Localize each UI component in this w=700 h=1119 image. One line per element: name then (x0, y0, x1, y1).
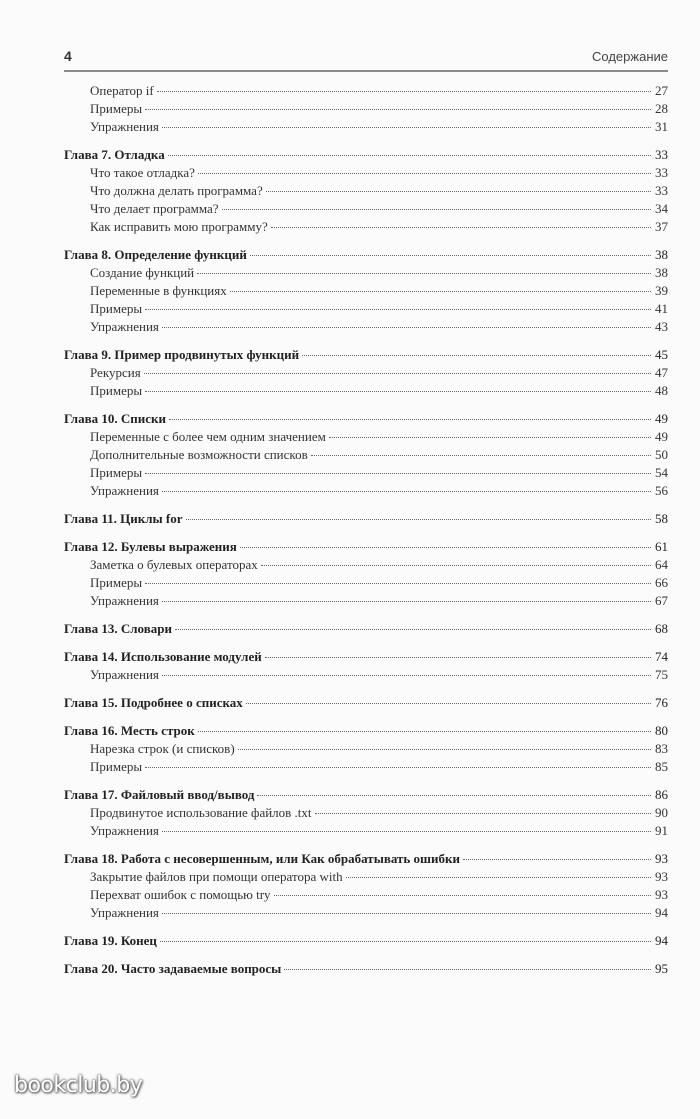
dot-leader (257, 795, 651, 796)
dot-leader (175, 629, 651, 630)
toc-entry-title: Оператор if (90, 83, 154, 98)
toc-section-entry (64, 868, 668, 886)
toc-section-entry (64, 428, 668, 446)
toc-entry-page: 39 (655, 283, 668, 298)
page-number: 4 (64, 48, 72, 64)
toc-entry-title: Как исправить мою программу? (90, 219, 268, 234)
toc-entry-title: Глава 14. Использование модулей (64, 649, 262, 664)
dot-leader (238, 749, 651, 750)
toc-chapter-entry (64, 648, 668, 666)
toc-entry-title: Заметка о булевых операторах (90, 557, 258, 572)
dot-leader (198, 731, 651, 732)
toc-section-entry (64, 666, 668, 684)
toc-section-entry (64, 200, 668, 218)
dot-leader (240, 547, 651, 548)
toc-entry-title: Упражнения (90, 823, 159, 838)
toc-entry-title: Примеры (90, 759, 143, 774)
toc-entry-title: Примеры (90, 383, 143, 398)
toc-entry-title: Глава 20. Часто задаваемые вопросы (64, 961, 282, 976)
toc-entry-page: 33 (655, 147, 668, 162)
toc-section-entry (64, 82, 668, 100)
toc-entry-page: 47 (655, 365, 668, 380)
page-header (64, 48, 668, 72)
dot-leader (329, 437, 651, 438)
dot-leader (302, 355, 651, 356)
dot-leader (145, 391, 651, 392)
toc-entry-title: Упражнения (90, 483, 159, 498)
toc-entry-title: Переменные в функциях (90, 283, 227, 298)
toc-section-entry (64, 904, 668, 922)
dot-leader (246, 703, 651, 704)
dot-leader (169, 419, 651, 420)
dot-leader (222, 209, 651, 210)
toc-section-entry (64, 446, 668, 464)
toc-chapter-entry (64, 694, 668, 712)
toc-entry-title: Глава 13. Словари (64, 621, 172, 636)
dot-leader (186, 519, 651, 520)
toc-entry-title: Глава 17. Файловый ввод/вывод (64, 787, 255, 802)
toc-section-entry (64, 382, 668, 400)
toc-entry-page: 75 (655, 667, 668, 682)
toc-entry-page: 49 (655, 411, 668, 426)
toc-chapter-entry (64, 246, 668, 264)
toc-entry-title: Глава 18. Работа с несовершенным, или Как обрабатывать ошибки (64, 851, 460, 866)
toc-section-entry (64, 364, 668, 382)
toc-chapter-entry (64, 960, 668, 978)
dot-leader (162, 491, 651, 492)
toc-entry-title: Закрытие файлов при помощи оператора with (90, 869, 343, 884)
toc-section-entry (64, 118, 668, 136)
toc-section-entry (64, 804, 668, 822)
toc-entry-title: Глава 19. Конец (64, 933, 157, 948)
toc-entry-title: Глава 10. Списки (64, 411, 166, 426)
toc-entry-title: Глава 15. Подробнее о списках (64, 695, 243, 710)
toc-entry-page: 93 (655, 869, 668, 884)
dot-leader (145, 109, 651, 110)
toc-section-entry (64, 164, 668, 182)
toc-section-entry (64, 318, 668, 336)
dot-leader (315, 813, 651, 814)
toc-entry-title: Упражнения (90, 667, 159, 682)
toc-section-entry (64, 282, 668, 300)
toc-chapter-entry (64, 510, 668, 528)
toc-entry-page: 56 (655, 483, 668, 498)
toc-entry-page: 61 (655, 539, 668, 554)
toc-entry-title: Примеры (90, 465, 143, 480)
dot-leader (168, 155, 651, 156)
toc-entry-title: Примеры (90, 301, 143, 316)
toc-entry-title: Глава 7. Отладка (64, 147, 165, 162)
toc-entry-title: Переменные с более чем одним значением (90, 429, 326, 444)
toc-chapter-entry (64, 620, 668, 638)
toc-section-entry (64, 482, 668, 500)
dot-leader (266, 191, 651, 192)
toc-entry-page: 34 (655, 201, 668, 216)
toc-entry-page: 86 (655, 787, 668, 802)
toc-entry-page: 27 (655, 83, 668, 98)
toc-entry-title: Глава 8. Определение функций (64, 247, 247, 262)
toc-entry-page: 91 (655, 823, 668, 838)
toc-section-entry (64, 300, 668, 318)
dot-leader (271, 227, 651, 228)
dot-leader (157, 91, 651, 92)
toc-entry-title: Глава 12. Булевы выражения (64, 539, 237, 554)
toc-section-entry (64, 740, 668, 758)
dot-leader (250, 255, 651, 256)
toc-entry-title: Нарезка строк (и списков) (90, 741, 235, 756)
toc-entry-page: 41 (655, 301, 668, 316)
toc-entry-title: Упражнения (90, 593, 159, 608)
dot-leader (261, 565, 651, 566)
toc-entry-page: 33 (655, 183, 668, 198)
toc-entry-page: 66 (655, 575, 668, 590)
toc-entry-page: 48 (655, 383, 668, 398)
dot-leader (198, 173, 651, 174)
dot-leader (144, 373, 651, 374)
toc-entry-page: 31 (655, 119, 668, 134)
toc-entry-title: Что такое отладка? (90, 165, 195, 180)
toc-section-entry (64, 574, 668, 592)
toc-entry-page: 50 (655, 447, 668, 462)
toc-entry-title: Перехват ошибок с помощью try (90, 887, 271, 902)
toc-chapter-entry (64, 538, 668, 556)
table-of-contents (64, 82, 668, 978)
toc-section-entry (64, 822, 668, 840)
toc-section-entry (64, 556, 668, 574)
toc-entry-page: 95 (655, 961, 668, 976)
toc-entry-title: Упражнения (90, 319, 159, 334)
toc-section-entry (64, 100, 668, 118)
dot-leader (145, 767, 651, 768)
toc-entry-page: 43 (655, 319, 668, 334)
dot-leader (162, 913, 651, 914)
toc-entry-page: 85 (655, 759, 668, 774)
toc-entry-page: 94 (655, 933, 668, 948)
toc-entry-page: 45 (655, 347, 668, 362)
toc-section-entry (64, 592, 668, 610)
toc-entry-title: Продвинутое использование файлов .txt (90, 805, 312, 820)
dot-leader (162, 831, 651, 832)
toc-entry-page: 76 (655, 695, 668, 710)
toc-section-entry (64, 264, 668, 282)
dot-leader (160, 941, 651, 942)
dot-leader (145, 309, 651, 310)
toc-chapter-entry (64, 932, 668, 950)
toc-entry-page: 38 (655, 247, 668, 262)
toc-entry-page: 49 (655, 429, 668, 444)
toc-entry-title: Глава 11. Циклы for (64, 511, 183, 526)
dot-leader (265, 657, 651, 658)
watermark-logo: bookclub.by (14, 1073, 143, 1098)
toc-entry-title: Глава 16. Месть строк (64, 723, 195, 738)
dot-leader (145, 583, 651, 584)
toc-section-entry (64, 464, 668, 482)
dot-leader (145, 473, 651, 474)
toc-entry-title: Дополнительные возможности списков (90, 447, 308, 462)
toc-entry-title: Рекурсия (90, 365, 141, 380)
toc-chapter-entry (64, 346, 668, 364)
dot-leader (162, 127, 651, 128)
toc-entry-page: 93 (655, 851, 668, 866)
dot-leader (162, 327, 651, 328)
toc-entry-page: 64 (655, 557, 668, 572)
toc-entry-page: 67 (655, 593, 668, 608)
toc-entry-page: 28 (655, 101, 668, 116)
dot-leader (162, 675, 651, 676)
toc-entry-page: 37 (655, 219, 668, 234)
toc-entry-page: 93 (655, 887, 668, 902)
toc-entry-page: 33 (655, 165, 668, 180)
toc-chapter-entry (64, 410, 668, 428)
toc-entry-title: Глава 9. Пример продвинутых функций (64, 347, 300, 362)
toc-entry-page: 90 (655, 805, 668, 820)
dot-leader (311, 455, 651, 456)
dot-leader (197, 273, 651, 274)
toc-entry-title: Примеры (90, 101, 143, 116)
toc-section-entry (64, 758, 668, 776)
toc-section-entry (64, 218, 668, 236)
dot-leader (162, 601, 651, 602)
toc-entry-page: 68 (655, 621, 668, 636)
toc-entry-page: 54 (655, 465, 668, 480)
toc-entry-title: Создание функций (90, 265, 195, 280)
toc-entry-title: Что делает программа? (90, 201, 219, 216)
toc-entry-page: 80 (655, 723, 668, 738)
dot-leader (463, 859, 651, 860)
toc-entry-title: Что должна делать программа? (90, 183, 263, 198)
toc-entry-title: Примеры (90, 575, 143, 590)
dot-leader (274, 895, 651, 896)
toc-entry-page: 38 (655, 265, 668, 280)
dot-leader (346, 877, 651, 878)
running-title: Содержание (592, 49, 668, 64)
toc-entry-page: 74 (655, 649, 668, 664)
toc-section-entry (64, 886, 668, 904)
toc-entry-title: Упражнения (90, 905, 159, 920)
toc-chapter-entry (64, 722, 668, 740)
toc-chapter-entry (64, 146, 668, 164)
toc-entry-page: 58 (655, 511, 668, 526)
toc-entry-title: Упражнения (90, 119, 159, 134)
dot-leader (284, 969, 651, 970)
toc-chapter-entry (64, 850, 668, 868)
toc-chapter-entry (64, 786, 668, 804)
toc-entry-page: 94 (655, 905, 668, 920)
toc-section-entry (64, 182, 668, 200)
dot-leader (230, 291, 651, 292)
toc-entry-page: 83 (655, 741, 668, 756)
